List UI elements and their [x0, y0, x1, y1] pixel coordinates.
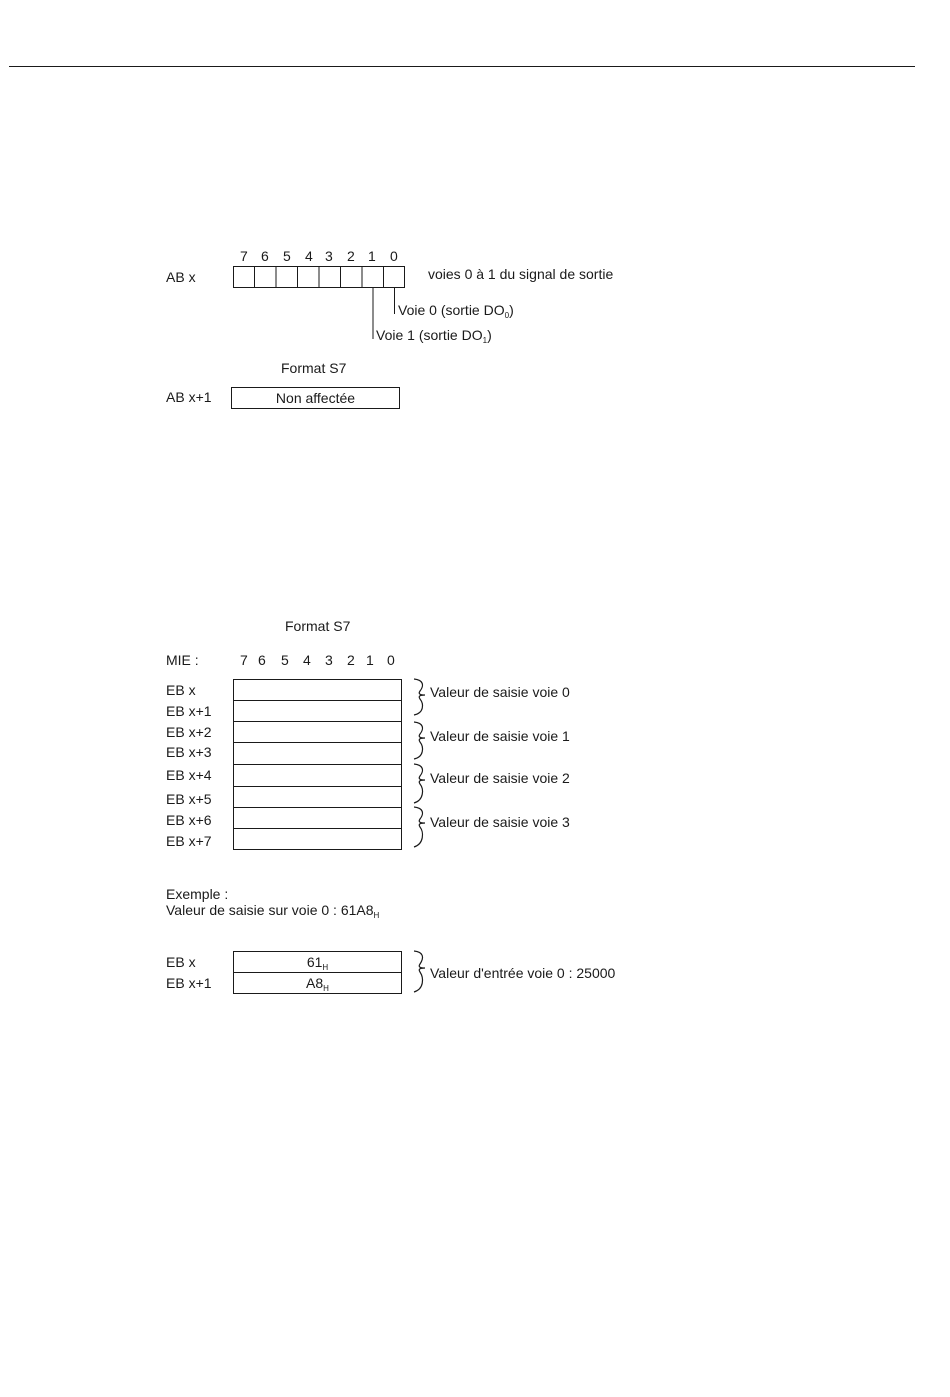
bit-number-7: 7: [240, 248, 248, 264]
row-label-eb-x4: EB x+4: [166, 767, 212, 783]
mie-bit-6: 6: [258, 652, 266, 668]
row-label-eb-x3: EB x+3: [166, 744, 212, 760]
example-row-label-eb-x1: EB x+1: [166, 975, 212, 991]
row-label-eb-x2: EB x+2: [166, 724, 212, 740]
mie-bit-2: 2: [347, 652, 355, 668]
format-s7-label-2: Format S7: [285, 618, 351, 634]
bit-number-6: 6: [261, 248, 269, 264]
row-label-eb-x6: EB x+6: [166, 812, 212, 828]
channel-2-label: Valeur de saisie voie 2: [430, 770, 570, 786]
bit-number-5: 5: [283, 248, 291, 264]
mie-bit-0: 0: [387, 652, 395, 668]
callout-channel-1: Voie 1 (sortie $DO_1$): [376, 327, 492, 345]
row-label-eb-x7: EB x+7: [166, 833, 212, 849]
row-label-eb-x1: EB x+1: [166, 703, 212, 719]
mie-bit-3: 3: [325, 652, 333, 668]
unassigned-label: Non affectée: [275, 390, 356, 406]
channel-3-label: Valeur de saisie voie 3: [430, 814, 570, 830]
mie-bit-7: 7: [240, 652, 248, 668]
bit-number-4: 4: [305, 248, 313, 264]
bit-number-1: 1: [368, 248, 376, 264]
row-label-ab-x1: AB x+1: [166, 389, 212, 405]
format-s7-label: Format S7: [281, 360, 347, 376]
brace-channel-1: [414, 722, 425, 759]
channel-1-label: Valeur de saisie voie 1: [430, 728, 570, 744]
row-label-eb-x: EB x: [166, 682, 196, 698]
example-byte-high: $61_H$: [233, 951, 402, 973]
mie-bit-5: 5: [281, 652, 289, 668]
output-signal-description: voies 0 à 1 du signal de sortie: [428, 266, 614, 282]
bit-number-2: 2: [347, 248, 355, 264]
brace-channel-3: [414, 807, 425, 847]
mie-label: MIE :: [166, 652, 199, 668]
example-result: Valeur d'entrée voie 0 : 25000: [430, 965, 616, 981]
bit-number-3: 3: [325, 248, 333, 264]
example-row-label-eb-x: EB x: [166, 954, 196, 970]
row-label-ab-x: AB x: [166, 269, 196, 285]
brace-example: [414, 951, 425, 992]
bit-number-0: 0: [390, 248, 398, 264]
mie-bit-4: 4: [303, 652, 311, 668]
row-label-eb-x5: EB x+5: [166, 791, 212, 807]
channel-0-label: Valeur de saisie voie 0: [430, 684, 570, 700]
brace-channel-0: [414, 679, 425, 715]
example-byte-low: $A8_H$: [233, 972, 402, 994]
example-description: Valeur de saisie sur voie 0 : $61A8_H$: [166, 902, 380, 920]
brace-channel-2: [414, 764, 425, 803]
mie-bit-1: 1: [366, 652, 374, 668]
example-heading: Exemple :: [166, 886, 229, 902]
callout-channel-0: Voie 0 (sortie $DO_0$): [398, 302, 514, 320]
